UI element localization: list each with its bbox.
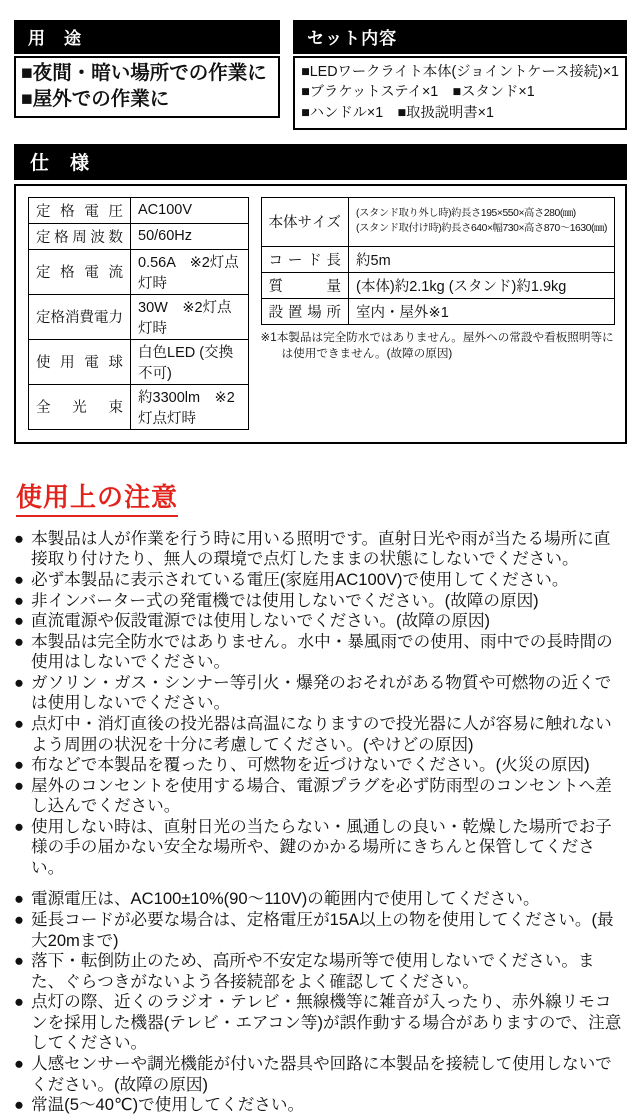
spec-label: 定 格 電 圧 [36, 203, 123, 220]
table-row [29, 384, 249, 429]
bullet-icon: ● [14, 570, 25, 590]
set-contents-body [293, 56, 627, 130]
spec-value: 白色LED (交換不可) [131, 339, 249, 384]
caution-item: ● 本製品は人が作業を行う時に用いる照明です。直射日光や雨が当たる場所に直接取り付けたり、無人の環境で点灯したままの状態にしないでください。 [14, 528, 611, 569]
caution-list-2 [14, 889, 627, 1115]
usage-item: ■夜間・暗い場所での作業に [21, 62, 267, 84]
caution-item: ● 必ず本製品に表示されている電圧(家庭用AC100V)で使用してください。 [14, 570, 569, 590]
table-row [261, 298, 614, 324]
spec-label: 定 格 電 流 [36, 265, 123, 282]
usage-body [14, 56, 280, 118]
table-row [261, 246, 614, 272]
top-row [14, 20, 627, 130]
spec-right-column [261, 197, 615, 362]
bullet-icon: ● [14, 590, 25, 610]
caution-item: ● 使用しない時は、直射日光の当たらない・風通しの良い・乾燥した場所でお子様の手の届かない安全な場所や、鍵のかかる場所にきちんと保管してください。 [14, 816, 612, 877]
spec-value: 約5m [349, 246, 615, 272]
spec-value: AC100V [131, 197, 249, 223]
caution-title: 使用上の注意 [16, 477, 178, 517]
bullet-icon: ● [14, 1095, 25, 1115]
spec-label: 本 体 サ イ ズ [268, 215, 342, 232]
bullet-icon: ● [14, 755, 25, 775]
bullet-icon: ● [14, 889, 25, 909]
size-line-2: (スタンド取付け時)約長さ640×幅730×高さ870〜1630(㎜) [356, 222, 607, 234]
spec-label: コ ー ド 長 [268, 252, 342, 269]
bullet-icon: ● [14, 775, 25, 795]
caution-item: ● 本製品は完全防水ではありません。水中・暴風雨での使用、雨中での長時間の使用はしないでください。 [14, 631, 613, 672]
spec-label: 定 格 消 費 電 力 [36, 310, 123, 327]
spec-value: 50/60Hz [131, 223, 249, 249]
caution-item: ● ガソリン・ガス・シンナー等引火・爆発のおそれがある物質や可燃物の近くでは使用しないでください。 [14, 672, 612, 713]
usage-box [14, 20, 280, 118]
caution-item: ● 非インバーター式の発電機では使用しないでください。(故障の原因) [14, 590, 539, 610]
set-item: ■ブラケットステイ×1 ■スタンド×1 [301, 84, 535, 101]
spec-label: 使 用 電 球 [36, 355, 123, 372]
caution-item: ● 布などで本製品を覆ったり、可燃物を近づけないでください。(火災の原因) [14, 755, 590, 775]
caution-item: ● 屋外のコンセントを使用する場合、電源プラグを必ず防雨型のコンセントへ差し込んでください。 [14, 775, 612, 816]
caution-item: ● 点灯の際、近くのラジオ・テレビ・無線機等に雑音が入ったり、赤外線リモコンを採用した機器(テレビ・エアコン等)が誤作動する場合がありますので、注意してください。 [14, 992, 622, 1053]
set-item: ■LEDワークライト本体(ジョイントケース接続)×1 [301, 64, 619, 80]
spec-value: 0.56A ※2灯点灯時 [131, 249, 249, 294]
table-row [29, 223, 249, 249]
table-row [261, 197, 614, 246]
spec-table-left [28, 197, 249, 430]
bullet-icon: ● [14, 672, 25, 692]
table-row [29, 294, 249, 339]
bullet-icon: ● [14, 910, 25, 930]
bullet-icon: ● [14, 611, 25, 631]
spec-value: 室内・屋外※1 [349, 298, 615, 324]
bullet-icon: ● [14, 528, 25, 548]
caution-item: ● 落下・転倒防止のため、高所や不安定な場所等で使用しないでください。また、ぐらつきがないよう各接続部をよく確認してください。 [14, 951, 595, 991]
caution-item: ● 人感センサーや調光機能が付いた器具や回路に本製品を接続して使用しないでください。(故障の原因) [14, 1053, 612, 1094]
caution-item: ● 直流電源や仮設電源では使用しないでください。(故障の原因) [14, 611, 491, 631]
table-row [261, 272, 614, 298]
spec-value: (本体)約2.1kg (スタンド)約1.9kg [349, 272, 615, 298]
set-contents-box [293, 20, 627, 130]
usage-header: 用 途 [14, 20, 280, 54]
caution-item: ● 電源電圧は、AC100±10%(90〜110V)の範囲内で使用してください。 [14, 889, 540, 909]
bullet-icon: ● [14, 713, 25, 733]
spec-value: 約3300lm ※2灯点灯時 [131, 384, 249, 429]
spec-footnote: ※1本製品は完全防水ではありません。屋外への常設や看板照明等には使用できません。(故障の原因) [260, 330, 614, 361]
spec-label: 質 量 [268, 278, 342, 295]
set-item: ■ハンドル×1 ■取扱説明書×1 [301, 104, 494, 121]
caution-item: ● 延長コードが必要な場合は、定格電圧が15A以上の物を使用してください。(最大20mまで) [14, 910, 614, 950]
bullet-icon: ● [14, 1053, 25, 1073]
bullet-icon: ● [14, 951, 25, 971]
size-line-1: (スタンド取り外し時)約長さ195×550×高さ280(㎜) [356, 207, 576, 219]
table-row [29, 339, 249, 384]
spec-label: 全 光 束 [36, 400, 123, 417]
spec-section [14, 144, 627, 444]
usage-item: ■屋外での作業に [21, 87, 170, 110]
bullet-icon: ● [14, 631, 25, 651]
spec-value [349, 197, 615, 246]
caution-list-1 [14, 529, 627, 879]
spec-label: 設 置 場 所 [268, 304, 342, 321]
table-row [29, 249, 249, 294]
spec-table-right [261, 197, 615, 325]
caution-item: ● 点灯中・消灯直後の投光器は高温になりますので投光器に人が容易に触れないよう周囲の状況を十分に考慮してください。(やけどの原因) [14, 713, 612, 754]
spec-header: 仕 様 [14, 144, 627, 180]
bullet-icon: ● [14, 992, 25, 1012]
table-row [29, 197, 249, 223]
spec-value: 30W ※2灯点灯時 [131, 294, 249, 339]
bullet-icon: ● [14, 816, 25, 836]
spec-label: 定 格 周 波 数 [36, 229, 123, 246]
caution-item: ● 常温(5〜40℃)で使用してください。 [14, 1095, 305, 1115]
spec-table-box [14, 184, 627, 444]
set-contents-header: セット内容 [293, 20, 627, 54]
